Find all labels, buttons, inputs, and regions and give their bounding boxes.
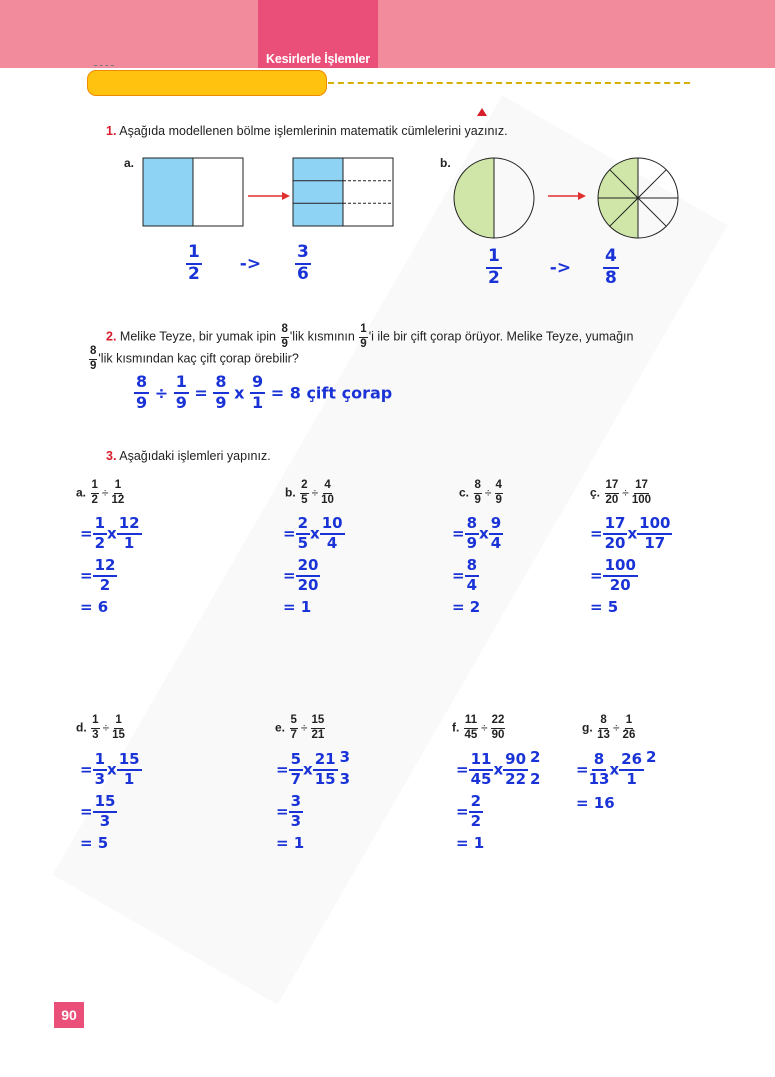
problem-2 <box>285 480 335 506</box>
fraction: $\frac{1}{3}$ <box>92 714 99 741</box>
fraction: $\frac{22}{90}$ <box>491 714 505 741</box>
problem-label: ç. <box>590 485 601 500</box>
handwritten-work-7: = $\frac{11}{45}$ x $\frac{90}{22}$ 2 2 = $\frac{2}{2}$ = 1 <box>456 748 541 852</box>
problem-label: a. <box>76 485 87 500</box>
operator: ÷ <box>102 721 110 735</box>
problem-label: g. <box>582 720 593 735</box>
fraction: $\frac{4}{10}$ <box>321 479 334 506</box>
fraction: $\frac{15}{21}$ <box>311 714 325 741</box>
problem-6 <box>275 715 326 741</box>
question-number: 1. <box>106 124 117 138</box>
handwritten-work-3: = $\frac{8}{9}$ x $\frac{9}{4}$ = $\frac{8}{4}$ = 2 <box>452 514 502 616</box>
question-2: 2. Melike Teyze, bir yumak ipin $\frac{8}{9}$ 'lik kısmının $\frac{1}{9}$ 'i ile bir çift çorap örüyor. Melike Teyze, yumağın <box>106 323 634 350</box>
problem-3 <box>459 480 504 506</box>
page-number: 90 <box>54 1002 84 1028</box>
handwritten-work-5: = $\frac{1}{3}$ x $\frac{15}{1}$ = $\frac{15}{3}$ = 5 <box>80 750 140 852</box>
problem-label: d. <box>76 720 87 735</box>
handwritten-work-6: = $\frac{5}{7}$ x $\frac{21}{15}$ 3 3 = $\frac{3}{3}$ = 1 <box>276 748 351 852</box>
fraction: $\frac{1}{26}$ <box>622 714 636 741</box>
section-banner <box>87 70 327 96</box>
fraction: $\frac{17}{100}$ <box>631 479 652 506</box>
fraction: $\frac{17}{20}$ <box>605 479 619 506</box>
part-label: b. <box>440 156 451 170</box>
fraction: $\frac{1}{15}$ <box>112 714 125 741</box>
question-3: 3. Aşağıdaki işlemleri yapınız. <box>106 449 271 463</box>
question-text: Aşağıda modellenen bölme işlemlerinin matematik cümlelerini yazınız. <box>119 124 508 138</box>
operator: ÷ <box>622 486 629 500</box>
operator: ÷ <box>311 486 319 500</box>
operator: ÷ <box>612 721 620 735</box>
problem-label: f. <box>452 720 460 735</box>
header-title: Kesirlerle İşlemler <box>266 52 370 66</box>
header-bar <box>0 0 775 68</box>
fraction: $\frac{1}{2}$ <box>91 479 98 506</box>
operator: ÷ <box>481 721 488 735</box>
fraction: $\frac{8}{9}$ <box>474 479 481 506</box>
banner-dashed-line <box>328 82 690 84</box>
rectangle-model-half <box>143 158 243 226</box>
question-2-line2: $\frac{8}{9}$ 'lik kısmından kaç çift çorap örebilir? <box>90 345 299 372</box>
division-models <box>130 150 710 250</box>
problem-label: b. <box>285 485 296 500</box>
problem-label: e. <box>275 720 286 735</box>
handwritten-work-8: = $\frac{8}{13}$ x $\frac{26}{1}$ 2 = 16 <box>576 748 657 812</box>
fraction: $\frac{11}{45}$ <box>464 714 478 741</box>
circle-model-eighths <box>598 158 678 238</box>
rectangle-model-sixths <box>293 158 393 226</box>
handwritten-work-4: = $\frac{17}{20}$ x $\frac{100}{17}$ = $\frac{100}{20}$ = 5 <box>590 514 671 616</box>
problem-4 <box>590 480 652 506</box>
handwritten-answer-1a: $\frac{1}{2}$ -> $\frac{3}{6}$ <box>188 242 309 284</box>
question-1 <box>106 124 508 138</box>
operator: ÷ <box>484 486 492 500</box>
handwritten-work-2: = $\frac{2}{5}$ x $\frac{10}{4}$ = $\frac{20}{20}$ = 1 <box>283 514 343 616</box>
fraction: $\frac{5}{7}$ <box>290 714 297 741</box>
handwritten-answer-2: $\frac{8}{9}$ ÷ $\frac{1}{9}$ = $\frac{8}{9}$ x $\frac{9}{1}$ = 8 çift çorap <box>136 372 393 412</box>
arrow-icon <box>248 192 290 200</box>
problem-label: c. <box>459 485 470 500</box>
problem-5 <box>76 715 126 741</box>
operator: ÷ <box>300 721 308 735</box>
fraction: $\frac{4}{9}$ <box>495 479 502 506</box>
fraction: $\frac{2}{5}$ <box>301 479 308 506</box>
handwritten-answer-1b: $\frac{1}{2}$ -> $\frac{4}{8}$ <box>488 246 617 288</box>
fraction: $\frac{8}{13}$ <box>597 714 610 741</box>
marker-triangle-icon <box>477 108 487 116</box>
problem-7 <box>452 715 506 741</box>
arrow-icon <box>548 192 586 200</box>
handwritten-work-1: = $\frac{1}{2}$ x $\frac{12}{1}$ = $\frac{12}{2}$ = 6 <box>80 514 140 616</box>
operator: ÷ <box>101 486 109 500</box>
fraction: $\frac{1}{12}$ <box>111 479 125 506</box>
circle-model-half <box>454 158 534 238</box>
banner-dash <box>94 65 114 66</box>
problem-1 <box>76 480 125 506</box>
part-label: a. <box>124 156 135 170</box>
problem-8 <box>582 715 636 741</box>
